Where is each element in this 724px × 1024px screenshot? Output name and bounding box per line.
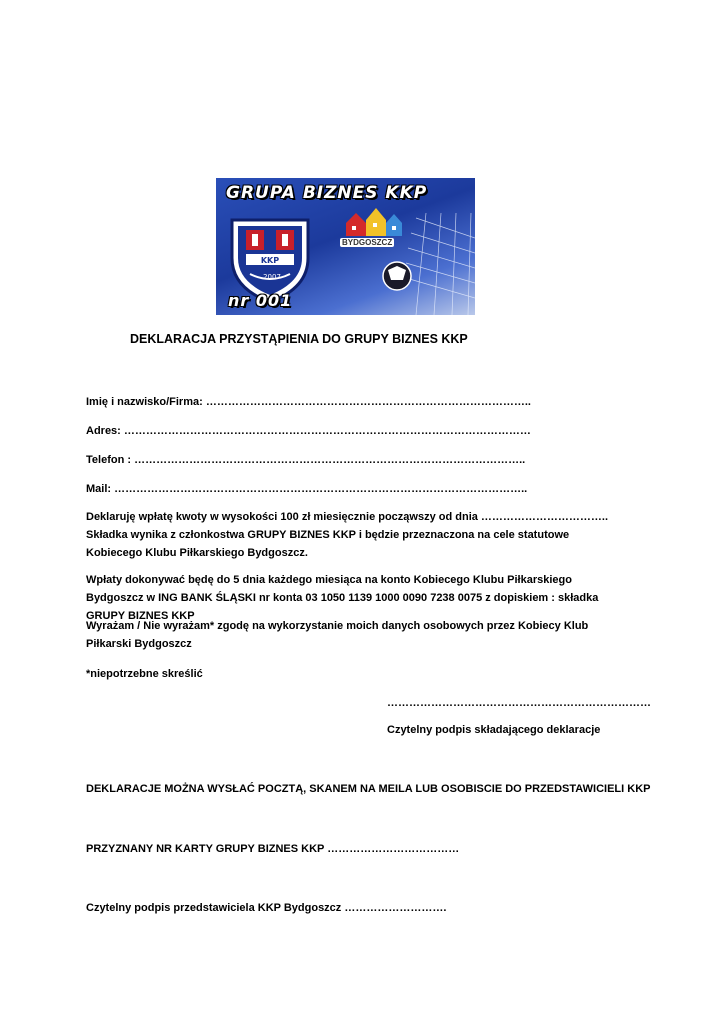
document-title: DEKLARACJA PRZYSTĄPIENIA DO GRUPY BIZNES KKP [130,332,468,346]
send-info: DEKLARACJE MOŻNA WYSŁAĆ POCZTĄ, SKANEM NA MEILA LUB OSOBISCIE DO PRZEDSTAWICIELI KKP [86,783,651,795]
banner-title: GRUPA BIZNES KKP [226,183,428,203]
crest-kkp-text: KKP [260,256,280,265]
football-icon [383,262,411,290]
signature-caption: Czytelny podpis składającego deklaracje [387,724,601,736]
grupa-biznes-kkp-banner [216,178,475,315]
representative-signature-field: Czytelny podpis przedstawiciela KKP Bydgoszcz ………………………. [86,902,447,914]
goal-net-icon [406,213,475,315]
signature-line: ……………………………………………………………… [387,697,651,709]
banner-city-label: BYDGOSZCZ [342,238,393,247]
payments-paragraph: Wpłaty dokonywać będę do 5 dnia każdego miesiąca na konto Kobiecego Klubu Piłkarskiego Bydgoszcz w ING BANK ŚLĄSKI nr konta 03 1050 1139 1000 0090 7238 0075 z dopiskiem : składka GRUPY BIZNES KKP [86,574,599,622]
declaration-paragraph: Deklaruję wpłatę kwoty w wysokości 100 zł miesięcznie począwszy od dnia …………………………….. Składka wynika z członkostwa GRUPY BIZNES KKP i będzie przeznaczona na cele statutowe Kobiecego Klubu Piłkarskiego Bydgoszcz. [86,511,609,559]
banner-number: nr 001 [228,291,293,310]
footnote: *niepotrzebne skreślić [86,668,203,680]
bydgoszcz-houses-icon [346,208,402,236]
card-number-field: PRZYZNANY NR KARTY GRUPY BIZNES KKP ……………………………… [86,843,460,855]
crest-year-text: 2007 [263,273,281,281]
mail-field: Mail: ………………………………………………………………………………………………….. [86,483,528,495]
consent-paragraph: Wyrażam / Nie wyrażam* zgodę na wykorzystanie moich danych osobowych przez Kobiecy Klub Piłkarski Bydgoszcz [86,620,589,650]
phone-field: Telefon : …………………………………………………………………………………………….. [86,454,526,466]
address-field: Adres: ………………………………………………………………………………………………… [86,425,531,437]
name-field: Imię i nazwisko/Firma: …………………………………………………………………………….. [86,396,531,408]
